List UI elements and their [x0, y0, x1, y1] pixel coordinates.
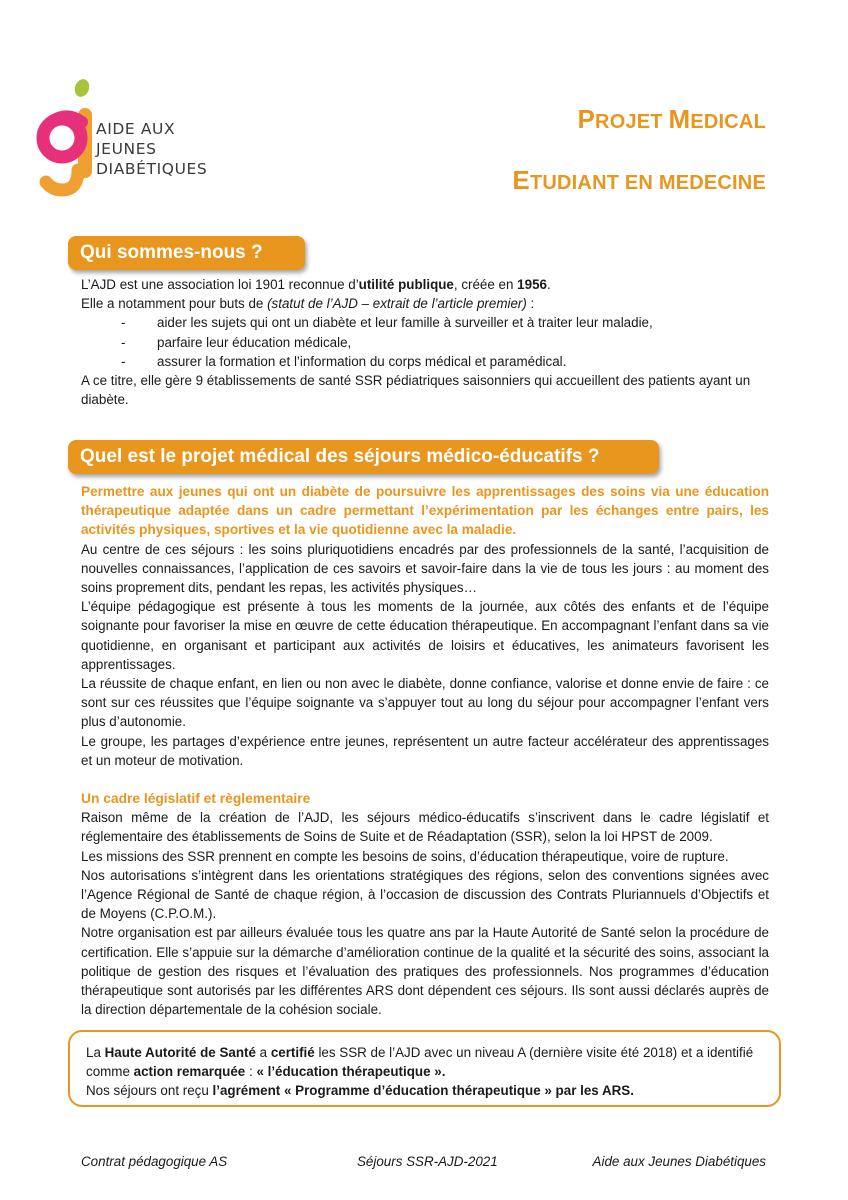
list-item: - aider les sujets qui ont un diabète et leur famille à surveiller et à traiter leur maladie, — [121, 313, 769, 332]
footer-left: Contrat pédagogique AS — [81, 1154, 228, 1169]
paragraph: Nos autorisations s’intègrent dans les orientations stratégiques des régions, selon des conventions signées avec l’Agence Régional de Santé de chaque région, à l’occasion de discussion des Contrats Pluriannuels d’Objectifs et de Moyens (C.P.O.M.). — [81, 867, 769, 922]
paragraph: La réussite de chaque enfant, en lien ou non avec le diabète, donne confiance, valorise et donne envie de faire : ce sont sur ces réussites que l’équipe soignante va s’appuyer tout au long du séjour pour accompagner l’enfant vers plus d’autonomie. — [81, 676, 769, 730]
about-closing: A ce titre, elle gère 9 établissements de santé SSR pédiatriques saisonniers qui accueillent des patients ayant un diabète. — [81, 373, 751, 408]
list-item: - parfaire leur éducation médicale, — [121, 333, 769, 352]
page-title: PROJET MEDICAL — [577, 104, 766, 134]
subheading-cadre-legislatif: Un cadre législatif et règlementaire — [81, 791, 311, 807]
callout-line-2: Nos séjours ont reçu l’agrément « Programme d’éducation thérapeutique » par les ARS. — [86, 1083, 634, 1099]
logo-line-3: DIABÉTIQUES — [96, 160, 208, 178]
ajd-logo-icon — [32, 78, 102, 198]
logo-line-1: AIDE AUX — [96, 120, 176, 138]
page-subtitle: ETUDIANT EN MEDECINE — [512, 165, 766, 195]
lead-paragraph: Permettre aux jeunes qui ont un diabète de poursuivre les apprentissages des soins via une éducation thérapeutique adaptée dans un cadre permettant l’expérimentation par les échanges entre pairs, les activités physiques, sportives et la vie quotidienne avec la maladie. — [81, 484, 769, 538]
footer-center: Séjours SSR-AJD-2021 — [357, 1154, 498, 1169]
section-about — [81, 275, 769, 409]
list-item: - assurer la formation et l’information du corps médical et paramédical. — [121, 352, 769, 371]
section-heading-qui-sommes-nous: Qui sommes-nous ? — [68, 236, 305, 270]
paragraph: Les missions des SSR prennent en compte les besoins de soins, d’éducation thérapeutique, voire de rupture. — [81, 848, 729, 864]
callout-line-1: La Haute Autorité de Santé a certifié les SSR de l’AJD avec un niveau A (dernière visite été 2018) et a identifié comme action remarquée : « l’éducation thérapeutique ». — [86, 1045, 754, 1080]
section-projet — [81, 482, 769, 1019]
section-heading-projet-medical: Quel est le projet médical des séjours médico-éducatifs ? — [68, 440, 659, 474]
certification-callout — [68, 1030, 781, 1107]
goals-list — [121, 313, 769, 371]
paragraph: Au centre de ces séjours : les soins pluriquotidiens encadrés par des professionnels de la santé, l’acquisition de nouvelles connaissances, l’application de ces savoirs et savoir-faire dans la vie de tous les jours : au moment des soins proprement dits, pendant les repas, les activités physiques… — [81, 541, 769, 596]
about-line-1: L’AJD est une association loi 1901 reconnue d’utilité publique, créée en 1956. — [81, 277, 551, 292]
about-line-2: Elle a notamment pour buts de (statut de l’AJD – extrait de l’article premier) : — [81, 296, 535, 312]
paragraph: Raison même de la création de l’AJD, les séjours médico-éducatifs s’inscrivent dans le cadre législatif et réglementaire des établissements de Soins de Suite et de Réadaptation (SSR), selon la loi HPST de 2009. — [81, 810, 769, 845]
footer-right: Aide aux Jeunes Diabétiques — [592, 1154, 766, 1169]
paragraph: Le groupe, les partages d’expérience entre jeunes, représentent un autre facteur accélérateur des apprentissages et un moteur de motivation. — [81, 733, 769, 768]
paragraph: L’équipe pédagogique est présente à tous les moments de la journée, aux côtés des enfants et de l’équipe soignante pour favoriser la mise en œuvre de cette éducation thérapeutique. En accompagnant l’enfant dans sa vie quotidienne, en organisant et participant aux activités de loisirs et éducatives, les animateurs favorisent les apprentissages. — [81, 599, 769, 672]
logo-line-2: JEUNES — [96, 140, 157, 158]
logo-text — [96, 119, 207, 179]
paragraph: Notre organisation est par ailleurs évaluée tous les quatre ans par la Haute Autorité de Santé selon la procédure de certification. Elle s’appuie sur la démarche d’amélioration continue de la qualité et la sécurité des soins, associant la politique de gestion des risques et l’évaluation des pratiques des professionnels. Nos programmes d’éducation thérapeutique sont autorisés par les différentes ARS dont dépendent ces séjours. Ils sont aussi déclarés auprès de la direction départementale de la cohésion sociale. — [81, 925, 769, 1018]
